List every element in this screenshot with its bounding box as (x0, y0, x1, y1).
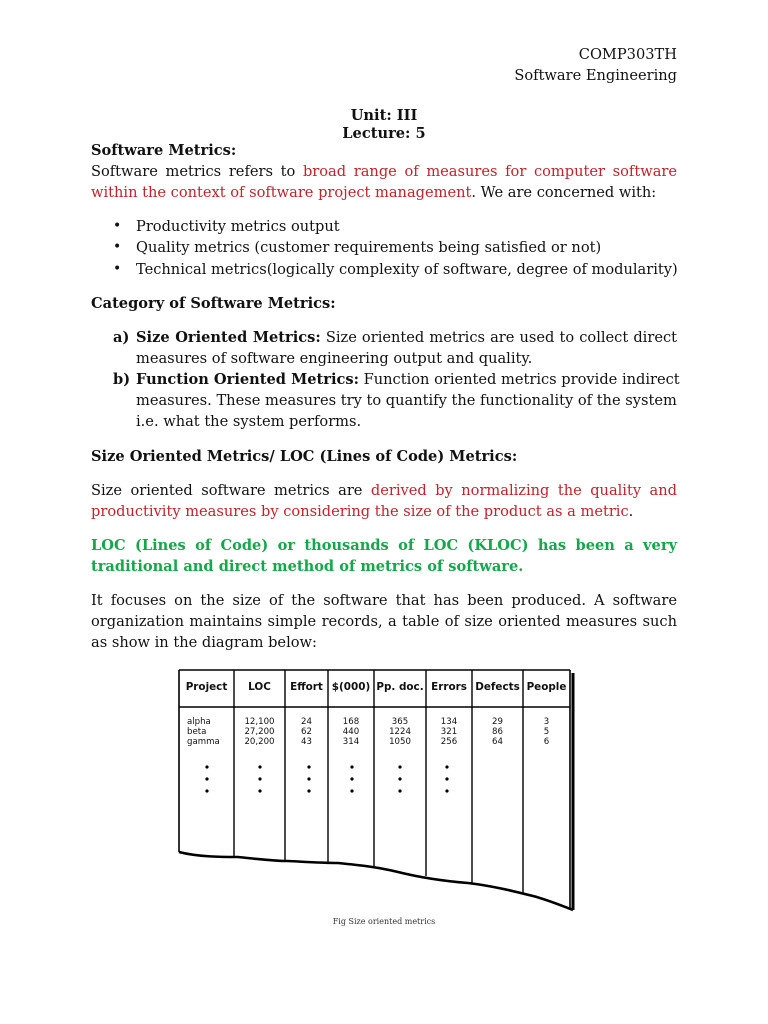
section1-text: . We are concerned with: (471, 184, 657, 201)
bullet-dot-icon: • (113, 239, 122, 255)
software-metrics-heading: Software Metrics: (91, 142, 237, 159)
cell-effort: 43 (301, 737, 312, 747)
cell-project: alpha (187, 717, 211, 727)
cell-cost: 440 (342, 727, 360, 737)
section3-p2-line2: organization maintains simple records, a table of size oriented measures such (91, 613, 677, 630)
cell-errors: 134 (440, 717, 458, 727)
function-oriented-item-line1 (136, 371, 680, 388)
cell-loc: 20,200 (244, 737, 275, 747)
function-oriented-desc: Function oriented metrics provide indirect (358, 371, 680, 388)
function-oriented-item-line2: measures. These measures try to quantify the functionality of the system (136, 392, 677, 409)
bullet-item: Quality metrics (customer requirements being satisfied or not) (136, 239, 602, 256)
section3-text: . (628, 503, 634, 520)
section3-p2-line3: as show in the diagram below: (91, 634, 317, 651)
cell-effort: 62 (301, 727, 312, 737)
cell-pp-doc: 1224 (389, 727, 411, 737)
size-oriented-item-line1 (136, 329, 677, 346)
cell-people: 5 (543, 727, 550, 737)
section3-highlight: derived by normalizing the quality and (370, 482, 677, 499)
loc-statement-line1: LOC (Lines of Code) or thousands of LOC (KLOC) has been a very (91, 537, 677, 554)
section1-text: Software metrics refers to (91, 163, 303, 180)
section1-highlight: within the context of software project management (91, 184, 472, 201)
section3-p2-line1: It focuses on the size of the software that has been produced. A software (91, 592, 677, 609)
column-header-cost: $(000) (331, 681, 371, 693)
column-header-effort: Effort (290, 681, 323, 693)
loc-metrics-heading: Size Oriented Metrics/ LOC (Lines of Code) Metrics: (91, 448, 518, 465)
cell-defects: 86 (492, 727, 503, 737)
section1-highlight: broad range of measures for computer software (302, 163, 678, 180)
cell-pp-doc: 365 (391, 717, 409, 727)
function-oriented-title: Function Oriented Metrics: (136, 371, 359, 388)
column-header-people: People (526, 681, 567, 693)
bullet-item: Technical metrics(logically complexity of software, degree of modularity) (136, 261, 678, 278)
bullet-dot-icon: • (113, 218, 122, 234)
function-oriented-item-line3: i.e. what the system performs. (136, 413, 362, 430)
section3-paragraph-line2 (91, 502, 633, 522)
cell-project: beta (187, 727, 207, 737)
size-oriented-item-line2: measures of software engineering output and quality. (136, 350, 533, 367)
cell-people: 6 (543, 737, 550, 747)
cell-pp-doc: 1050 (389, 737, 411, 747)
list-marker: a) (113, 329, 130, 346)
cell-effort: 24 (301, 717, 312, 727)
size-oriented-desc: Size oriented metrics are used to collect direct (320, 329, 677, 346)
cell-cost: 314 (342, 737, 360, 747)
size-oriented-title: Size Oriented Metrics: (136, 329, 321, 346)
cell-defects: 29 (492, 717, 503, 727)
size-metrics-table-figure (178, 669, 576, 915)
section1-paragraph-line2 (91, 183, 656, 203)
cell-loc: 27,200 (244, 727, 275, 737)
cell-loc: 12,100 (244, 717, 275, 727)
cell-project: gamma (187, 737, 220, 747)
section3-text: Size oriented software metrics are (91, 482, 371, 499)
bullet-item: Productivity metrics output (136, 218, 340, 235)
lecture-title: Lecture: 5 (342, 125, 426, 142)
unit-title: Unit: III (350, 107, 418, 124)
bullet-dot-icon: • (113, 261, 122, 277)
column-header-pp-doc: Pp. doc. (376, 681, 424, 693)
continuation-dots (178, 669, 576, 915)
section3-paragraph-line1 (91, 481, 677, 501)
column-header-loc: LOC (248, 681, 271, 693)
cell-defects: 64 (492, 737, 503, 747)
course-code: COMP303TH (578, 46, 677, 63)
cell-people: 3 (543, 717, 550, 727)
section3-highlight: productivity measures by considering the size of the product as a metric (91, 503, 629, 520)
column-header-defects: Defects (475, 681, 520, 693)
category-heading: Category of Software Metrics: (91, 295, 336, 312)
course-name: Software Engineering (514, 67, 677, 84)
cell-errors: 256 (440, 737, 458, 747)
section1-paragraph-line1 (91, 162, 677, 182)
loc-statement-line2: traditional and direct method of metrics of software. (91, 558, 524, 575)
figure-caption: Fig Size oriented metrics (332, 917, 436, 926)
cell-errors: 321 (440, 727, 458, 737)
column-header-project: Project (185, 681, 228, 693)
column-header-errors: Errors (431, 681, 467, 693)
list-marker: b) (113, 371, 131, 388)
cell-cost: 168 (342, 717, 360, 727)
